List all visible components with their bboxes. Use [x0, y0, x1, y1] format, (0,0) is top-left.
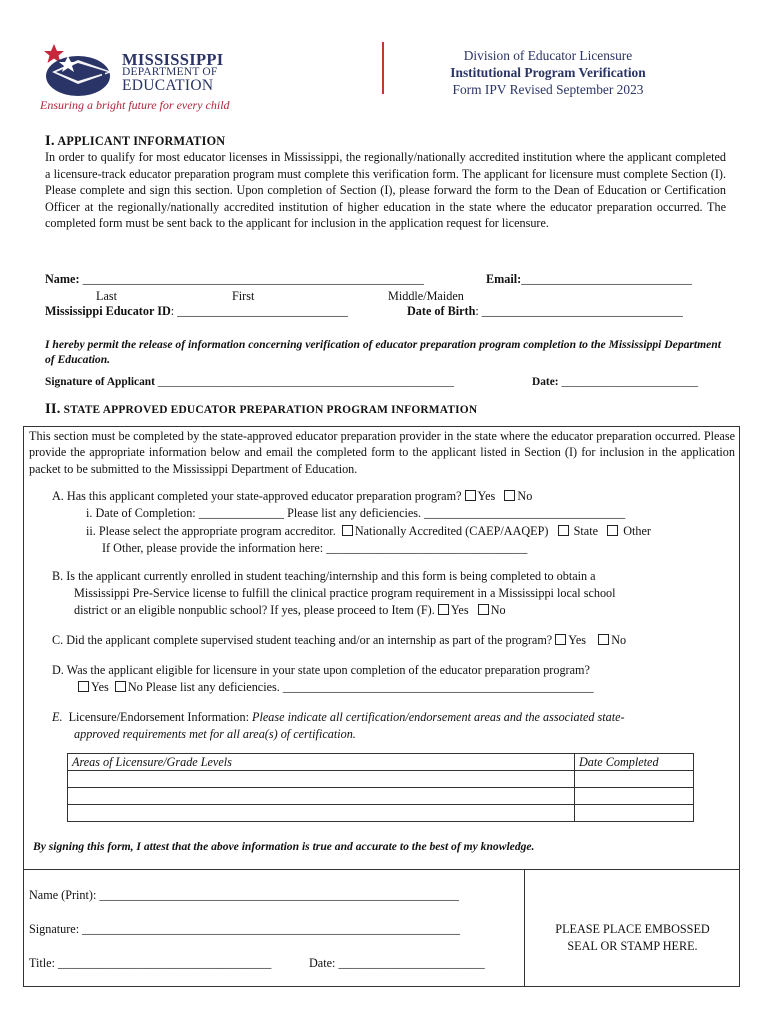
email-row [486, 272, 692, 287]
applicant-date-field[interactable]: ________________________ [561, 376, 699, 388]
section-2-intro: This section must be completed by the state-approved educator preparation provider in the state where the educator preparation occurred. Please provide the appropriate information below and email the completed form to the applicant listed in Section (I) for inclusion in the application packet to be submitted to the Mississippi Department of Education. [29, 429, 735, 476]
applicant-date-label: Date: [532, 376, 559, 388]
table-cell-area[interactable] [68, 771, 575, 788]
question-b-line-1: B. Is the applicant currently enrolled in student teaching/internship and this form is being completed to obtain a [52, 569, 596, 583]
name-print-field[interactable]: Name (Print): ___________________________________________________________ [29, 888, 459, 902]
question-a-no-checkbox[interactable] [504, 490, 515, 501]
logo-line-2: DEPARTMENT OF [122, 66, 218, 78]
accreditor-other-label: Other [623, 524, 651, 538]
logo-line-1: MISSISSIPPI [122, 50, 224, 69]
licensure-areas-table [67, 753, 694, 822]
table-header-areas: Areas of Licensure/Grade Levels [68, 754, 575, 771]
table-cell-area[interactable] [68, 805, 575, 822]
question-c [52, 633, 626, 648]
applicant-signature-label: Signature of Applicant [45, 376, 155, 388]
question-a-ii-other[interactable]: If Other, please provide the information here: _________________________________ [102, 541, 528, 555]
question-a-i[interactable]: i. Date of Completion: ______________ Please list any deficiencies. _________________________________ [86, 506, 626, 520]
name-label: Name: [45, 272, 80, 286]
question-a-yes-checkbox[interactable] [465, 490, 476, 501]
logo-tagline: Ensuring a bright future for every child [40, 98, 230, 112]
section-2-numeral: II. [45, 401, 61, 417]
title-field[interactable]: Title: ___________________________________ [29, 956, 272, 970]
educator-id-label: Mississippi Educator ID [45, 304, 171, 318]
form-revision: Form IPV Revised September 2023 [452, 82, 644, 97]
question-e-instructions-1: Please indicate all certification/endorsement areas and the associated state- [252, 710, 625, 724]
seal-instruction-line-1: PLEASE PLACE EMBOSSED [555, 922, 710, 936]
graduation-cap-icon [42, 42, 120, 98]
dob-row [407, 304, 683, 319]
question-b-line-3-text: district or an eligible nonpublic school? If yes, please proceed to Item (F). [74, 603, 435, 617]
question-c-yes-checkbox[interactable] [555, 634, 566, 645]
form-title: Institutional Program Verification [450, 65, 646, 80]
signature-field[interactable]: Signature: ______________________________________________________________ [29, 922, 460, 936]
name-sublabel-last: Last [96, 289, 117, 303]
applicant-date-row [532, 376, 698, 388]
table-cell-date[interactable] [575, 771, 694, 788]
email-field[interactable]: ____________________________ [521, 272, 692, 286]
question-c-no-label: No [611, 633, 627, 647]
question-b-yes-checkbox[interactable] [438, 604, 449, 615]
question-a-no-label: No [517, 489, 533, 503]
seal-instruction [525, 921, 740, 955]
question-a [52, 489, 532, 504]
question-d-line-2 [78, 680, 594, 695]
question-e-instructions-2: approved requirements met for all area(s) of certification. [74, 727, 356, 741]
question-d-no-checkbox[interactable] [115, 681, 126, 692]
question-a-ii-text: ii. Please select the appropriate program accreditor. [86, 524, 336, 538]
division-name: Division of Educator Licensure [463, 48, 633, 63]
question-e-line-1 [52, 710, 625, 725]
section-1-title: APPLICANT INFORMATION [57, 134, 226, 148]
seal-instruction-line-2: SEAL OR STAMP HERE. [567, 939, 698, 953]
table-row [68, 788, 694, 805]
question-a-text: A. Has this applicant completed your state-approved educator preparation program? [52, 489, 462, 503]
question-d-line-1: D. Was the applicant eligible for licensure in your state upon completion of the educator preparation program? [52, 663, 590, 677]
accreditor-other-checkbox[interactable] [607, 525, 618, 536]
question-a-yes-label: Yes [477, 489, 496, 503]
question-d-no-label[interactable]: No Please list any deficiencies. ___________________________________________________ [127, 680, 594, 694]
logo-line-3: EDUCATION [122, 77, 214, 94]
section-1-intro: In order to qualify for most educator licenses in Mississippi, the regionally/nationally accredited institution where the applicant completed a licensure-track educator preparation program must complete this verification form. The applicant for licensure must complete Section (I). Please complete and sign this section. Upon completion of Section (I), please forward the form to the Dean of Education or Certification Officer at the regionally/nationally accredited institution of higher education in the state where the educator preparation occurred. The completed form must be sent back to the applicant for inclusion in the application request for licensure. [45, 150, 726, 231]
question-b-line-2: Mississippi Pre-Service license to fulfill the clinical practice program requirement in a Mississippi local school [74, 586, 616, 600]
applicant-signature-field[interactable]: ____________________________________________________ [157, 376, 454, 388]
question-a-ii [86, 524, 651, 539]
name-field[interactable]: ________________________________________________________ [82, 272, 424, 286]
dob-field[interactable]: : _________________________________ [475, 304, 683, 318]
name-sublabel-first: First [232, 289, 255, 303]
form-header [418, 47, 678, 98]
educator-id-field[interactable]: : ____________________________ [170, 304, 348, 318]
mde-logo [40, 28, 230, 118]
table-header-row [68, 754, 694, 771]
dob-label: Date of Birth [407, 304, 476, 318]
name-sublabel-middle: Middle/Maiden [388, 289, 464, 303]
question-b-line-3 [74, 603, 506, 618]
date-field[interactable]: Date: ________________________ [309, 956, 485, 970]
section-1-numeral: I. [45, 133, 55, 149]
table-cell-area[interactable] [68, 788, 575, 805]
section-1-heading [45, 133, 225, 150]
question-b-no-checkbox[interactable] [478, 604, 489, 615]
question-e-label: E. [52, 710, 63, 724]
attestation-statement: By signing this form, I attest that the above information is true and accurate to the best of my knowledge. [33, 840, 535, 853]
question-c-text: C. Did the applicant complete supervised student teaching and/or an internship as part of the program? [52, 633, 553, 647]
section-2-heading [45, 401, 477, 418]
name-row [45, 272, 424, 287]
table-row [68, 805, 694, 822]
section-2-title: STATE APPROVED EDUCATOR PREPARATION PROGRAM INFORMATION [63, 404, 478, 416]
educator-id-row [45, 304, 348, 319]
applicant-signature-row [45, 376, 454, 388]
permission-statement: I hereby permit the release of information concerning verification of educator preparation program completion to the Mississippi Department of Education. [45, 338, 721, 366]
question-c-yes-label: Yes [568, 633, 586, 647]
table-header-date: Date Completed [575, 754, 694, 771]
question-d-yes-label: Yes [91, 680, 109, 694]
question-d-yes-checkbox[interactable] [78, 681, 89, 692]
accreditor-state-checkbox[interactable] [558, 525, 569, 536]
table-cell-date[interactable] [575, 788, 694, 805]
table-row [68, 771, 694, 788]
question-e-text: Licensure/Endorsement Information: [68, 710, 249, 724]
email-label: Email: [486, 272, 522, 286]
accreditor-state-label: State [573, 524, 599, 538]
question-b-no-label: No [490, 603, 506, 617]
header-divider [382, 42, 384, 94]
accreditor-national-label: Nationally Accredited (CAEP/AAQEP) [354, 524, 549, 538]
question-c-no-checkbox[interactable] [598, 634, 609, 645]
table-cell-date[interactable] [575, 805, 694, 822]
question-b-yes-label: Yes [450, 603, 469, 617]
accreditor-national-checkbox[interactable] [342, 525, 353, 536]
